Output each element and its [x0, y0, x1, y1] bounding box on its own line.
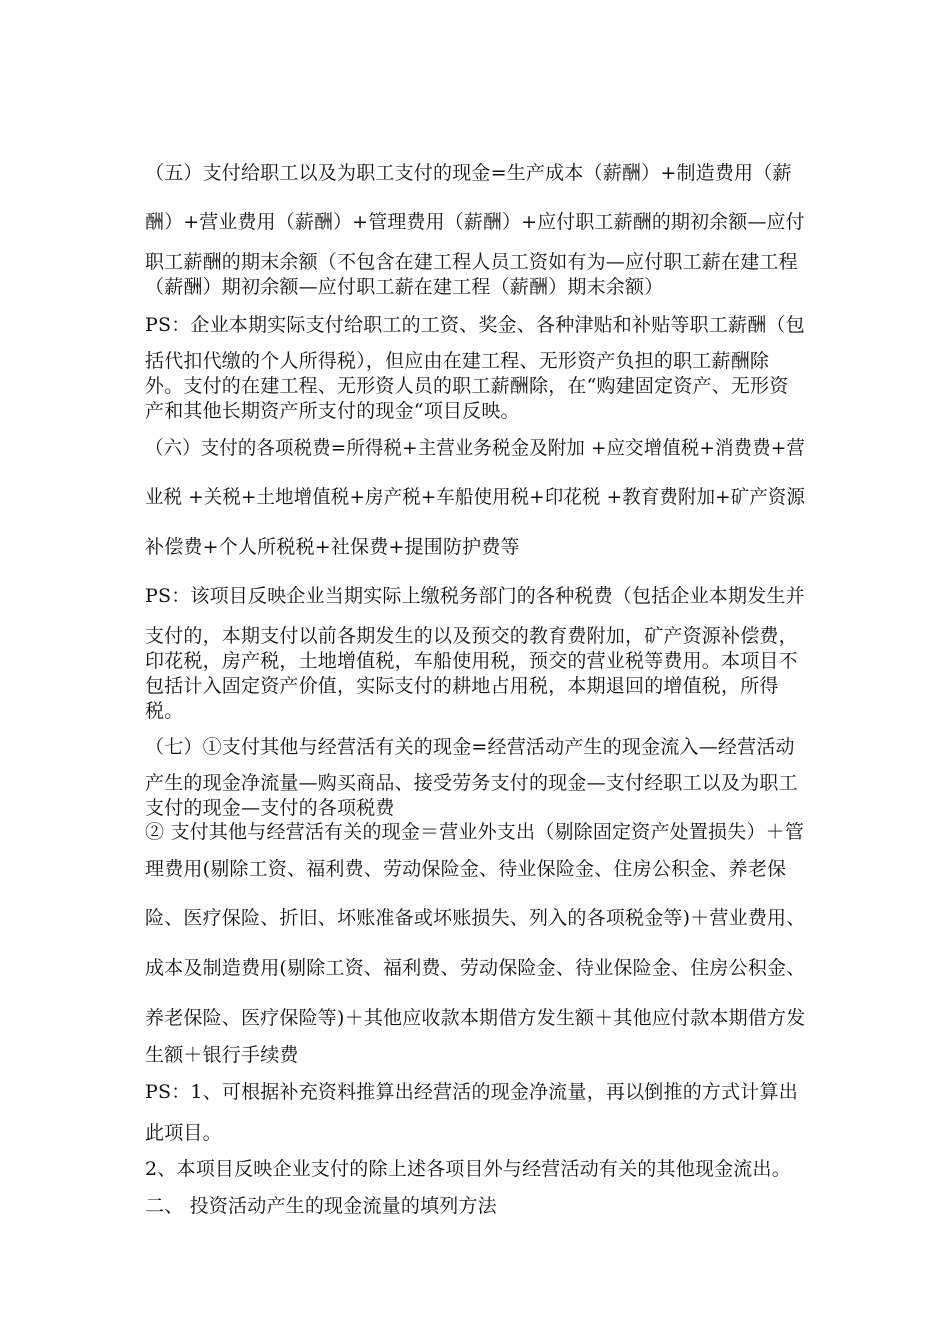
text-line: 2、本项目反映企业支付的除上述各项目外与经营活动有关的其他现金流出。: [145, 1158, 791, 1180]
text-line: 税。: [145, 700, 184, 722]
text-line: 险、医疗保险、折旧、坏账准备或坏账损失、列入的各项税金等)＋营业费用、: [145, 907, 806, 929]
ps-line: PS：企业本期实际支付给职工的工资、奖金、各种津贴和补贴等职工薪酬（包: [145, 314, 805, 336]
text-line: 括代扣代缴的个人所得税），但应由在建工程、无形资产负担的职工薪酬除: [145, 350, 770, 372]
text-line: ② 支付其他与经营活有关的现金＝营业外支出（剔除固定资产处置损失）＋管: [145, 821, 805, 843]
text-line: 产生的现金净流量—购买商品、接受劳务支付的现金—支付经职工以及为职工: [145, 772, 798, 794]
text-line: 生额＋银行手续费: [145, 1044, 299, 1066]
text-line: 外。支付的在建工程、无形资人员的职工薪酬除，在“购建固定资产、无形资: [145, 375, 789, 397]
text-line: 职工薪酬的期末余额（不包含在建工程人员工资如有为—应付职工薪在建工程: [145, 251, 798, 273]
text-line: 业税 +关税+土地增值税+房产税+车船使用税+印花税 +教育费附加+矿产资源: [145, 486, 806, 508]
text-line: 酬）+营业费用（薪酬）+管理费用（薪酬）+应付职工薪酬的期初余额—应付: [145, 211, 805, 233]
text-line: 产和其他长期资产所支付的现金“项目反映。: [145, 400, 520, 422]
ps-line: PS：1、可根据补充资料推算出经营活的现金净流量，再以倒推的方式计算出: [145, 1081, 798, 1103]
text-line: （七）①支付其他与经营活有关的现金=经营活动产生的现金流入—经营活动: [145, 736, 795, 758]
text-line: 理费用(剔除工资、福利费、劳动保险金、待业保险金、住房公积金、养老保: [145, 858, 787, 880]
text-line: 支付的现金—支付的各项税费: [145, 797, 395, 819]
section-heading: 二、 投资活动产生的现金流量的填列方法: [145, 1195, 497, 1217]
text-line: （薪酬）期初余额—应付职工薪在建工程（薪酬）期末余额）: [145, 276, 664, 298]
text-line: 此项目。: [145, 1122, 222, 1144]
text-line: 包括计入固定资产价值，实际支付的耕地占用税，本期退回的增值税，所得: [145, 675, 779, 697]
text-line: 养老保险、医疗保险等)＋其他应收款本期借方发生额＋其他应付款本期借方发: [145, 1007, 806, 1029]
text-line: （五）支付给职工以及为职工支付的现金=生产成本（薪酬）+制造费用（薪: [145, 162, 792, 184]
text-line: 支付的，本期支付以前各期发生的以及预交的教育费附加，矿产资源补偿费，: [145, 625, 798, 647]
text-line: 成本及制造费用(剔除工资、福利费、劳动保险金、待业保险金、住房公积金、: [145, 957, 806, 979]
text-line: 印花税，房产税，土地增值税，车船使用税，预交的营业税等费用。本项目不: [145, 650, 798, 672]
text-line: （六）支付的各项税费=所得税+主营业务税金及附加 +应交增值税+消费费+营: [145, 437, 806, 459]
ps-line: PS：该项目反映企业当期实际上缴税务部门的各种税费（包括企业本期发生并: [145, 585, 805, 607]
text-line: 补偿费+个人所税税+社保费+提围防护费等: [145, 536, 520, 558]
